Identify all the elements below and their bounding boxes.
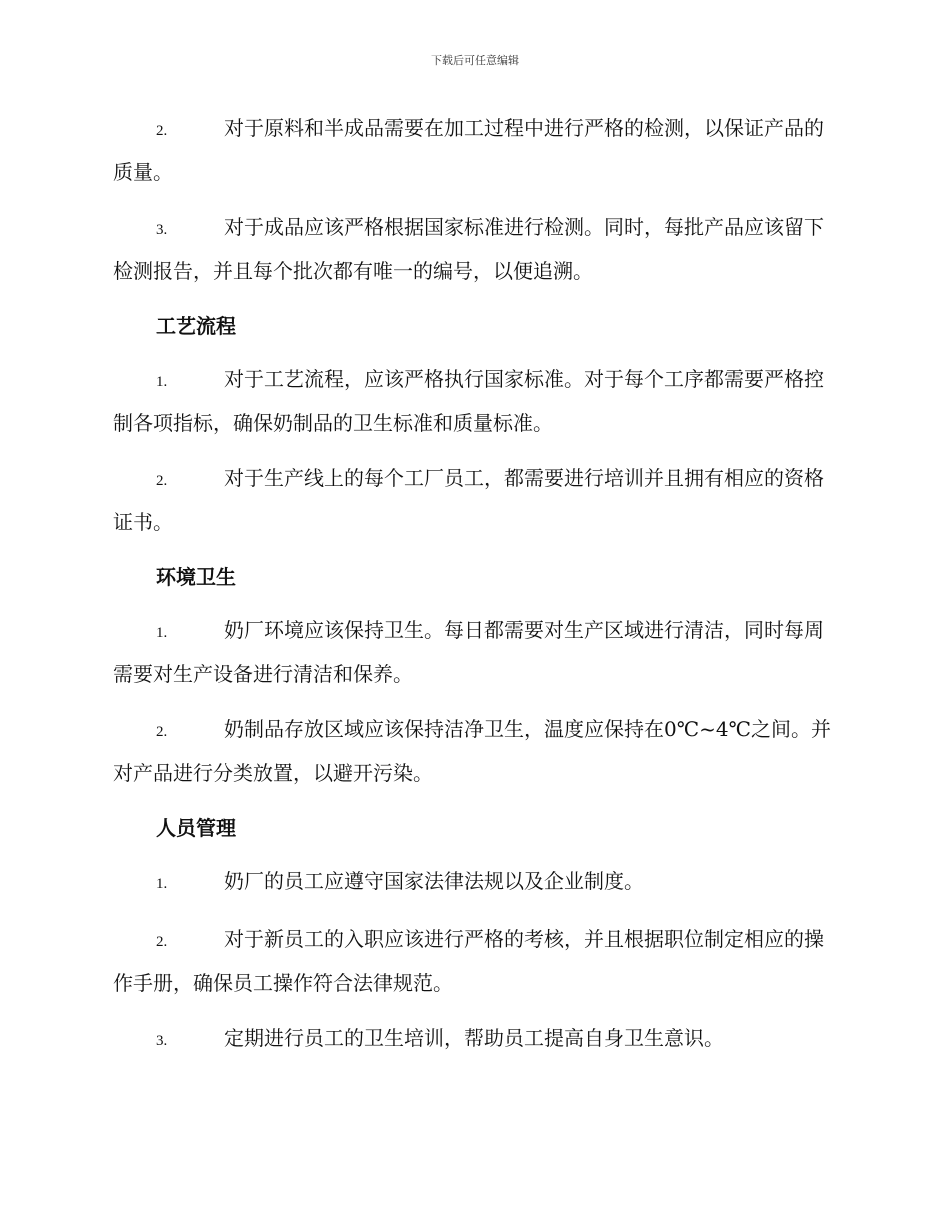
list-item <box>113 709 835 794</box>
item-number: 3. <box>156 222 168 238</box>
list-item <box>113 108 835 193</box>
list-item <box>113 458 835 543</box>
section-heading-environment: 环境卫生 <box>156 565 236 589</box>
item-number: 2. <box>156 123 168 139</box>
list-item <box>113 1018 835 1062</box>
item-text: 奶厂环境应该保持卫生。每日都需要对生产区域进行清洁，同时每周需要对生产设备进行清洁和保养。 <box>113 618 824 686</box>
item-text: 奶制品存放区域应该保持洁净卫生，温度应保持在0℃~4℃之间。并对产品进行分类放置，以避开污染。 <box>113 717 831 785</box>
item-number: 1. <box>156 876 168 892</box>
item-text: 对于生产线上的每个工厂员工，都需要进行培训并且拥有相应的资格证书。 <box>113 466 824 534</box>
list-item <box>113 359 835 444</box>
list-item <box>113 207 835 292</box>
section-heading-process: 工艺流程 <box>156 314 236 338</box>
item-number: 2. <box>156 473 168 489</box>
section-heading-personnel: 人员管理 <box>156 816 236 840</box>
item-text: 对于成品应该严格根据国家标准进行检测。同时，每批产品应该留下检测报告，并且每个批次都有唯一的编号，以便追溯。 <box>113 215 824 283</box>
item-number: 1. <box>156 374 168 390</box>
item-number: 2. <box>156 724 168 740</box>
item-text: 奶厂的员工应遵守国家法律法规以及企业制度。 <box>224 869 644 893</box>
list-item <box>113 610 835 695</box>
item-number: 3. <box>156 1033 168 1049</box>
page-header: 下载后可任意编辑 <box>431 54 519 67</box>
list-item <box>113 861 835 905</box>
item-text: 对于工艺流程，应该严格执行国家标准。对于每个工序都需要严格控制各项指标，确保奶制品的卫生标准和质量标准。 <box>113 367 824 435</box>
item-number: 1. <box>156 625 168 641</box>
list-item <box>113 919 835 1004</box>
document-body <box>113 108 835 1076</box>
item-number: 2. <box>156 934 168 950</box>
item-text: 定期进行员工的卫生培训，帮助员工提高自身卫生意识。 <box>224 1026 724 1050</box>
item-text: 对于新员工的入职应该进行严格的考核，并且根据职位制定相应的操作手册，确保员工操作符合法律规范。 <box>113 927 824 995</box>
item-text: 对于原料和半成品需要在加工过程中进行严格的检测，以保证产品的质量。 <box>113 116 824 184</box>
